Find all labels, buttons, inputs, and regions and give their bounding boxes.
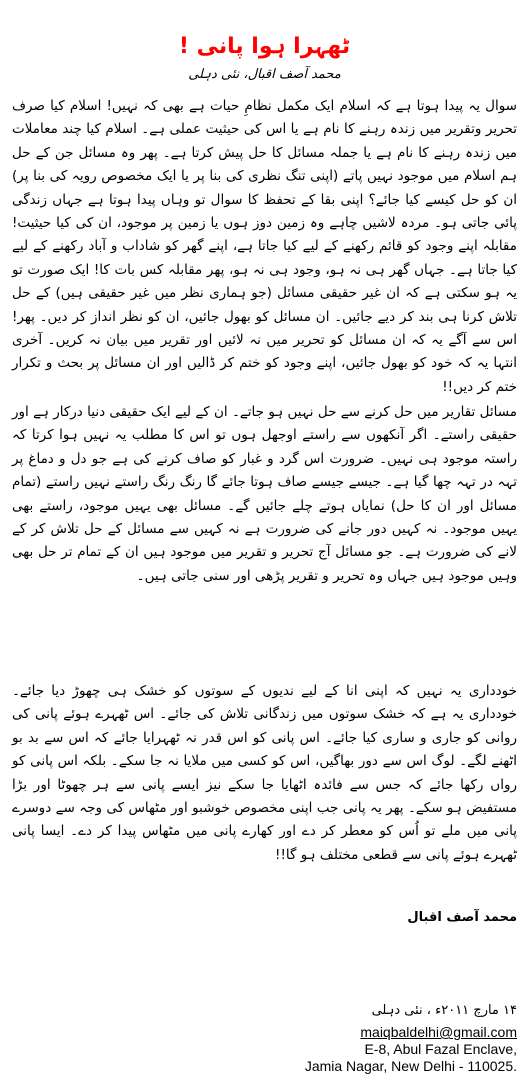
signature-date: ۱۴ مارچ ۲۰۱۱ء ، نئی دہلی bbox=[371, 1003, 517, 1018]
signature-name: محمد آصف اقبال bbox=[407, 910, 517, 925]
article-paragraph-1: سوال یہ پیدا ہوتا ہے کہ اسلام ایک مکمل نظامِ حیات ہے بھی کہ نہیں! اسلام کیا صرف تحریر وتقریر میں زندہ رہنے کا نام ہے یا اس کی حیثیت عملی ہے۔ اسلام کیا چند معاملات میں زندہ رہنے کا نام ہے یا جملہ مسائل کا حل پیش کرتا ہے۔ پھر وہ مسائل جن کے حل ہم اسلام میں موجود نہیں پاتے (اپنی تنگ نظری کی بنا پر یا ایک مخصوص رویہ کی بنا پر) ان کو حل کیسے کیا جائے؟ اپنی بقا کے تحفظ کا سوال تو وہاں پیدا ہوتا ہے جہاں زندگی پائی جاتی ہو۔ مردہ لاشیں چاہے وہ زمین دوز ہوں یا زمین پر موجود، ان کی کیا حیثیت! مقابلہ اپنے وجود کو قائم رکھنے کے لیے کیا جاتا ہے، اپنے گھر کو شاداب و آباد رکھنے کے لیے کیا جاتا ہے۔ جہاں گھر ہی نہ ہو، وجود ہی نہ ہو، پھر مقابلہ کس بات کا! ایک صورت تو یہ ہو سکتی ہے کہ ان غیر حقیقی مسائل (جو ہماری نظر میں غیر حقیقی ہیں) کے حل تلاش کرنا ہی بند کر دیے جائیں۔ ان مسائل کو بھول جائیں، ان کو نظر انداز کر دیں۔ پھر! اس سے آگے یہ کہ ان مسائل کو تحریر میں نہ لائیں اور تقریر میں بیان نہ کریں۔ آخری انتہا یہ کہ خود کو بھول جائیں، اپنے وجود کو ختم کر ڈالیں اور ان مسائل پر بحث و تکرار ختم کر دیں!! bbox=[12, 98, 517, 395]
article-paragraph-2: مسائل تقاریر میں حل کرنے سے حل نہیں ہو جاتے۔ ان کے لیے ایک حقیقی دنیا درکار ہے اور حقیقی راستے۔ اگر آنکھوں سے راستے اوجھل ہوں تو اس کا مطلب یہ نہیں ہوا کرتا کہ راستہ موجود ہی نہیں۔ ضرورت اس گرد و غبار کو صاف کرنے کی ہے جو دل و دماغ پر تہہ در تہہ چھا گیا ہے۔ جیسے جیسے صاف ہوتا جائے گا رنگ رنگ راستے نہیں راستے (تمام مسائل اور ان کا حل) نمایاں ہوتے چلے جائیں گے۔ مسائل بھی یہیں موجود، راستے بھی یہیں موجود۔ نہ کہیں دور جانے کی ضرورت ہے نہ کہیں سے مسائل کے حل تلاش کر کے لانے کی ضرورت ہے۔ جو مسائل آج تحریر و تقریر میں موجود ہیں ان کے تمام تر حل بھی وہیں موجود ہیں جہاں وہ تحریر و تقریر پڑھی اور سنی جاتی ہیں۔ bbox=[12, 404, 517, 584]
signature-email-link[interactable]: maiqbaldelhi@gmail.com bbox=[360, 1024, 517, 1040]
signature-address-line-2: Jamia Nagar, New Delhi - 110025. bbox=[304, 1058, 517, 1074]
article-byline: محمد آصف اقبال، نئی دہلی bbox=[188, 67, 341, 82]
article-title: ٹھہرا ہوا پانی ! bbox=[178, 34, 351, 59]
article-paragraph-3: خودداری یہ نہیں کہ اپنی انا کے لیے ندیوں کے سوتوں کو خشک ہی چھوڑ دیا جائے۔ خودداری یہ ہے کہ خشک سوتوں میں زندگانی تلاش کی جائے۔ اس ٹھہرے ہوئے پانی کی روانی کو جاری و ساری کیا جائے۔ اس پانی کو اس قدر نہ ٹھہرایا جائے کہ اس سے بد بو اٹھنے لگے۔ لوگ اس سے دور بھاگیں، اس کو کسی میں ملایا نہ جا سکے۔ بلکہ اس پانی کو رواں رکھا جائے کہ جس سے فائدہ اٹھایا جا سکے نیز ایسے پانی سے ہر چھوٹا اور بڑا مستفیض ہو سکے۔ پھر یہ پانی جب اپنی مخصوص خوشبو اور مٹھاس کی وجہ سے دوسرے پانی میں ملے تو اُس کو معطر کر دے اور کھارے پانی میں مٹھاس پیدا کر دے۔ ایسا پانی ٹھہرے ہوئے پانی سے قطعی مختلف ہو گا!! bbox=[12, 683, 517, 863]
signature-address-line-1: E-8, Abul Fazal Enclave, bbox=[364, 1041, 517, 1057]
